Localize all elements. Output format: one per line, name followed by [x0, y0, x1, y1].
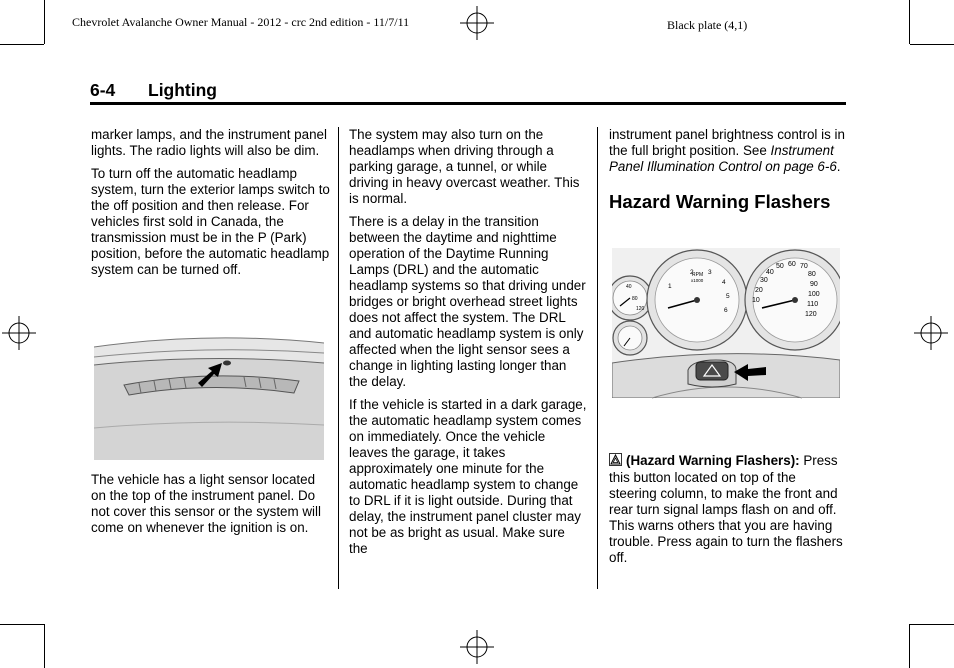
crop-mark: [909, 624, 910, 668]
paragraph: [609, 453, 845, 566]
paragraph: To turn off the automatic headlamp system, turn the exterior lamps switch to the off position and then release. For vehicles first sold in Canada, the transmission must be in the P (Park) position, before the automatic headlamp system can be turned off.: [91, 166, 330, 277]
hazard-text: Press this button located on top of the steering column, to make the front and rear turn signal lamps flash on and off. This warns others that you are having trouble. Press again to turn the flashers off.: [609, 453, 843, 565]
paragraph: If the vehicle is started in a dark garage, the automatic headlamp system comes on immediately. Once the vehicle leaves the garage, it takes approximately one minute for the automatic headlamp system to change to DRL if it is light outside. During that delay, the instrument panel cluster may not be as bright as usual. Make sure the: [349, 397, 587, 556]
tach-tick: 5: [726, 293, 730, 300]
crop-mark: [44, 624, 45, 668]
light-sensor-figure: [94, 333, 324, 460]
tach-tick: 6: [724, 307, 728, 314]
tach-tick: 4: [722, 279, 726, 286]
gauge-tick: 80: [632, 296, 638, 302]
registration-mark-icon: [914, 316, 948, 350]
hazard-label: (Hazard Warning Flashers):: [626, 453, 800, 468]
paragraph: marker lamps, and the instrument panel lights. The radio lights will also be dim.: [91, 127, 327, 158]
column-3: [609, 127, 845, 233]
speed-tick: 40: [766, 269, 774, 276]
speed-tick: 90: [810, 281, 818, 288]
crop-mark: [44, 0, 45, 44]
section-heading: [90, 80, 217, 101]
gauge-tick: 120: [636, 306, 645, 312]
speed-tick: 20: [755, 287, 763, 294]
subsection-heading: Hazard Warning Flashers: [609, 191, 831, 212]
speed-tick: 30: [760, 277, 768, 284]
crop-mark: [0, 44, 44, 45]
registration-mark-icon: [460, 630, 494, 664]
print-header-plate: Black plate (4,1): [667, 18, 748, 32]
column-1: [91, 127, 331, 285]
hazard-triangle-icon: [609, 453, 622, 470]
section-rule: [90, 102, 846, 105]
speed-tick: 70: [800, 263, 808, 270]
hazard-button-figure: [612, 248, 840, 432]
section-title: Lighting: [148, 80, 218, 100]
rpm-label: RPM: [692, 272, 704, 278]
speed-tick: 110: [807, 301, 819, 308]
tach-tick: 2: [690, 269, 694, 276]
crop-mark: [910, 44, 954, 45]
paragraph: The vehicle has a light sensor located on the top of the instrument panel. Do not cover this sensor or the system will come on whenever the ignition is on.: [91, 472, 321, 535]
tach-tick: 3: [708, 269, 712, 276]
paragraph: There is a delay in the transition between the daytime and nighttime operation of the Daytime Running Lamps (DRL) and the automatic headlamp systems so that driving under bridges or bright overhead street lights does not affect the system. The DRL and automatic headlamp system is only affected when the light sensor sees a change in lighting lasting longer than the delay.: [349, 214, 586, 389]
print-header-title: Chevrolet Avalanche Owner Manual - 2012 - crc 2nd edition - 11/7/11: [72, 15, 410, 29]
crop-mark: [0, 624, 44, 625]
speed-tick: 50: [776, 263, 784, 270]
cross-reference-link[interactable]: Instrument Panel Illumination Control on page 6-6: [609, 143, 837, 174]
registration-mark-icon: [460, 6, 494, 40]
gauge-tick: 40: [626, 284, 632, 290]
speed-tick: 100: [808, 291, 820, 298]
registration-mark-icon: [2, 316, 36, 350]
speed-tick: 60: [788, 261, 796, 268]
speed-tick: 80: [808, 271, 816, 278]
section-number: 6-4: [90, 80, 116, 100]
column-divider: [597, 127, 598, 589]
speed-tick: 120: [805, 311, 817, 318]
speed-tick: 10: [752, 297, 760, 304]
crop-mark: [909, 0, 910, 44]
tach-tick: 1: [668, 283, 672, 290]
column-2: [349, 127, 587, 564]
paragraph: instrument panel brightness control is in the full bright position. See Instrument Panel Illumination Control on page 6-6.: [609, 127, 845, 174]
crop-mark: [910, 624, 954, 625]
column-1-lower: [91, 472, 331, 543]
column-divider: [338, 127, 339, 589]
paragraph: The system may also turn on the headlamps when driving through a parking garage, a tunnel, or while driving in heavy overcast weather. This is normal.: [349, 127, 580, 206]
hazard-description: [609, 453, 845, 573]
rpm-unit: x1000: [691, 278, 704, 283]
